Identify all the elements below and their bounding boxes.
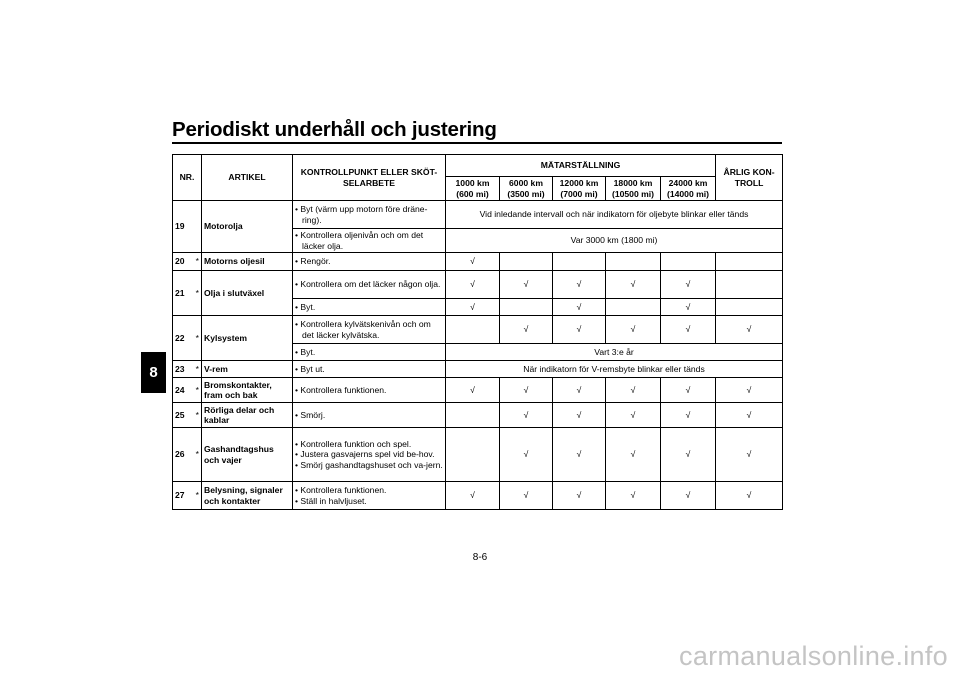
row-checkpoint bbox=[293, 361, 446, 378]
table-row bbox=[173, 428, 783, 482]
row-number: 24 bbox=[173, 378, 194, 403]
check-mark: √ bbox=[661, 378, 716, 403]
header-interval: 18000 km (10500 mi) bbox=[606, 177, 661, 201]
row-item: Olja i slutväxel bbox=[202, 271, 293, 316]
checkpoint-line: • Smörj. bbox=[295, 409, 326, 420]
row-star: * bbox=[194, 482, 202, 510]
row-number: 27 bbox=[173, 482, 194, 510]
checkpoint-line: • Kontrollera oljenivån och om det läcker olja. bbox=[295, 230, 424, 251]
empty-cell bbox=[500, 299, 553, 316]
check-mark: √ bbox=[500, 428, 553, 482]
table-row bbox=[173, 403, 783, 428]
check-mark: √ bbox=[553, 316, 606, 344]
check-mark: √ bbox=[500, 271, 553, 299]
interval-span-note: Vart 3:e år bbox=[446, 344, 783, 361]
row-star: * bbox=[194, 316, 202, 361]
check-mark: √ bbox=[500, 482, 553, 510]
checkpoint-line: • Justera gasvajerns spel vid be-hov. bbox=[295, 449, 435, 460]
check-mark: √ bbox=[661, 299, 716, 316]
page-title: Periodiskt underhåll och justering bbox=[172, 118, 497, 141]
row-checkpoint bbox=[293, 201, 446, 229]
row-star: * bbox=[194, 271, 202, 316]
section-tab: 8 bbox=[141, 352, 166, 393]
row-item: Gashandtagshus och vajer bbox=[202, 428, 293, 482]
row-star: * bbox=[194, 428, 202, 482]
checkpoint-line: • Smörj gashandtagshuset och va-jern. bbox=[295, 459, 443, 470]
check-mark: √ bbox=[606, 316, 661, 344]
check-mark: √ bbox=[553, 403, 606, 428]
header-interval: 12000 km (7000 mi) bbox=[553, 177, 606, 201]
check-mark: √ bbox=[553, 482, 606, 510]
row-checkpoint bbox=[293, 316, 446, 344]
header-interval: 24000 km (14000 mi) bbox=[661, 177, 716, 201]
check-mark: √ bbox=[606, 271, 661, 299]
page-number: 8-6 bbox=[472, 552, 488, 563]
row-star bbox=[194, 201, 202, 253]
row-number: 22 bbox=[173, 316, 194, 361]
checkpoint-line: • Kontrollera om det läcker någon olja. bbox=[295, 279, 441, 290]
checkpoint-line: • Rengör. bbox=[295, 256, 331, 267]
check-mark: √ bbox=[716, 482, 783, 510]
row-item: Bromskontakter, fram och bak bbox=[202, 378, 293, 403]
empty-cell bbox=[606, 253, 661, 271]
checkpoint-line: • Byt. bbox=[295, 301, 316, 312]
row-checkpoint bbox=[293, 403, 446, 428]
row-item: Kylsystem bbox=[202, 316, 293, 361]
row-star: * bbox=[194, 403, 202, 428]
interval-span-note: Var 3000 km (1800 mi) bbox=[446, 229, 783, 253]
table-row bbox=[173, 361, 783, 378]
title-rule bbox=[172, 142, 782, 144]
row-number: 21 bbox=[173, 271, 194, 316]
check-mark: √ bbox=[606, 428, 661, 482]
row-number: 25 bbox=[173, 403, 194, 428]
check-mark: √ bbox=[553, 428, 606, 482]
row-checkpoint bbox=[293, 299, 446, 316]
row-item: Rörliga delar och kablar bbox=[202, 403, 293, 428]
check-mark: √ bbox=[500, 378, 553, 403]
empty-cell bbox=[716, 271, 783, 299]
check-mark: √ bbox=[553, 299, 606, 316]
check-mark: √ bbox=[661, 428, 716, 482]
row-item: Belysning, signaler och kontakter bbox=[202, 482, 293, 510]
check-mark: √ bbox=[716, 428, 783, 482]
watermark: carmanualsonline.info bbox=[679, 641, 948, 671]
check-mark: √ bbox=[606, 482, 661, 510]
row-checkpoint bbox=[293, 253, 446, 271]
check-mark: √ bbox=[661, 403, 716, 428]
row-number: 20 bbox=[173, 253, 194, 271]
check-mark: √ bbox=[553, 378, 606, 403]
empty-cell bbox=[716, 299, 783, 316]
table-row bbox=[173, 201, 783, 229]
checkpoint-line: • Kontrollera funktion och spel. bbox=[295, 438, 412, 449]
header-artikel: ARTIKEL bbox=[202, 155, 293, 201]
table-row bbox=[173, 482, 783, 510]
checkpoint-line: • Byt (värm upp motorn före dräne-ring). bbox=[295, 204, 428, 225]
check-mark: √ bbox=[606, 403, 661, 428]
check-mark: √ bbox=[446, 253, 500, 271]
check-mark: √ bbox=[606, 378, 661, 403]
interval-span-note: Vid inledande intervall och när indikatorn för oljebyte blinkar eller tänds bbox=[446, 201, 783, 229]
check-mark: √ bbox=[500, 403, 553, 428]
row-checkpoint bbox=[293, 229, 446, 253]
maintenance-table bbox=[172, 154, 783, 510]
header-kontrollpunkt: KONTROLLPUNKT ELLER SKÖT-SELARBETE bbox=[293, 155, 446, 201]
empty-cell bbox=[446, 428, 500, 482]
empty-cell bbox=[500, 253, 553, 271]
row-number: 19 bbox=[173, 201, 194, 253]
check-mark: √ bbox=[446, 482, 500, 510]
check-mark: √ bbox=[661, 316, 716, 344]
row-checkpoint bbox=[293, 428, 446, 482]
empty-cell bbox=[553, 253, 606, 271]
checkpoint-line: • Ställ in halvljuset. bbox=[295, 495, 367, 506]
empty-cell bbox=[661, 253, 716, 271]
table-row bbox=[173, 316, 783, 344]
header-nr: NR. bbox=[173, 155, 202, 201]
check-mark: √ bbox=[716, 378, 783, 403]
row-checkpoint bbox=[293, 271, 446, 299]
empty-cell bbox=[716, 253, 783, 271]
checkpoint-line: • Kontrollera kylvätskenivån och om det läcker kylvätska. bbox=[295, 319, 431, 340]
row-star: * bbox=[194, 253, 202, 271]
header-arlig-kontroll: ÅRLIG KON-TROLL bbox=[716, 155, 783, 201]
table-row bbox=[173, 253, 783, 271]
check-mark: √ bbox=[446, 271, 500, 299]
row-number: 26 bbox=[173, 428, 194, 482]
row-number: 23 bbox=[173, 361, 194, 378]
row-checkpoint bbox=[293, 378, 446, 403]
table-row bbox=[173, 271, 783, 299]
interval-span-note: När indikatorn för V-remsbyte blinkar eller tänds bbox=[446, 361, 783, 378]
check-mark: √ bbox=[716, 403, 783, 428]
checkpoint-line: • Byt. bbox=[295, 346, 316, 357]
row-item: V-rem bbox=[202, 361, 293, 378]
checkpoint-line: • Kontrollera funktionen. bbox=[295, 485, 387, 495]
row-item: Motorolja bbox=[202, 201, 293, 253]
empty-cell bbox=[446, 316, 500, 344]
row-item: Motorns oljesil bbox=[202, 253, 293, 271]
check-mark: √ bbox=[661, 271, 716, 299]
check-mark: √ bbox=[500, 316, 553, 344]
check-mark: √ bbox=[553, 271, 606, 299]
header-interval: 1000 km (600 mi) bbox=[446, 177, 500, 201]
row-star: * bbox=[194, 361, 202, 378]
checkpoint-line: • Byt ut. bbox=[295, 363, 325, 374]
header-matarstallning: MÄTARSTÄLLNING bbox=[446, 155, 716, 177]
check-mark: √ bbox=[446, 299, 500, 316]
row-checkpoint bbox=[293, 482, 446, 510]
empty-cell bbox=[606, 299, 661, 316]
empty-cell bbox=[446, 403, 500, 428]
row-checkpoint bbox=[293, 344, 446, 361]
header-interval: 6000 km (3500 mi) bbox=[500, 177, 553, 201]
check-mark: √ bbox=[446, 378, 500, 403]
check-mark: √ bbox=[661, 482, 716, 510]
check-mark: √ bbox=[716, 316, 783, 344]
checkpoint-line: • Kontrollera funktionen. bbox=[295, 384, 387, 395]
row-star: * bbox=[194, 378, 202, 403]
table-row bbox=[173, 378, 783, 403]
